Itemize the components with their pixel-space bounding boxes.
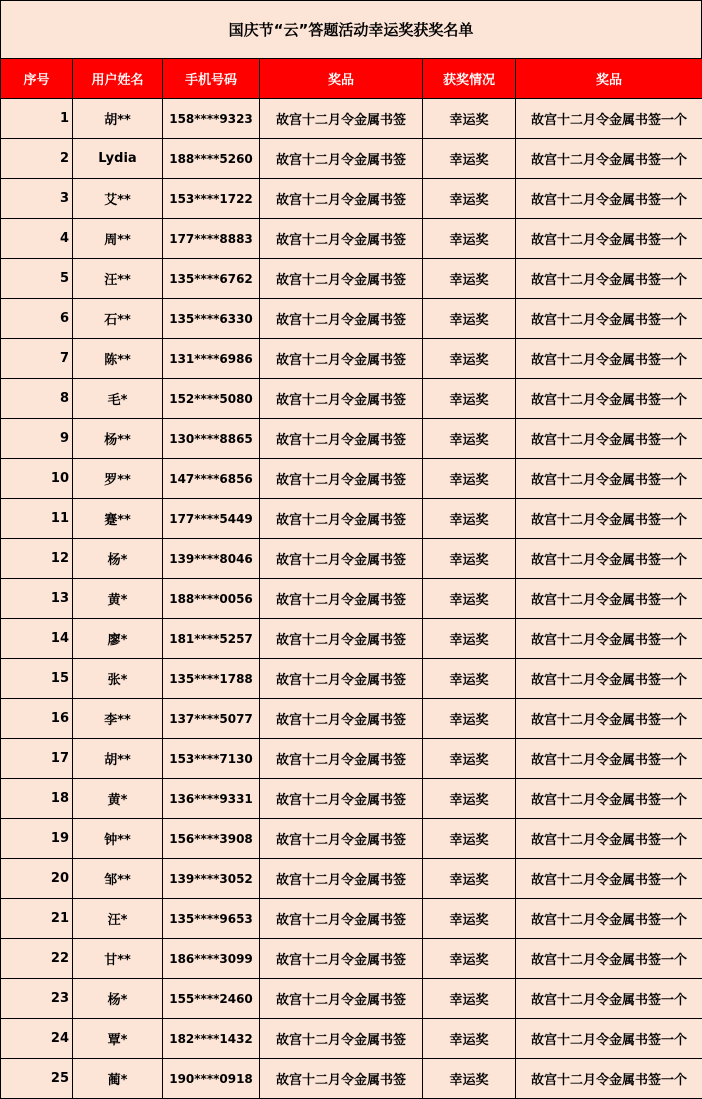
cell-prize: 故宫十二月令金属书签 bbox=[260, 899, 423, 939]
cell-phone: 130****8865 bbox=[163, 419, 260, 459]
cell-prize: 故宫十二月令金属书签 bbox=[260, 179, 423, 219]
cell-prize: 故宫十二月令金属书签 bbox=[260, 659, 423, 699]
cell-seq: 4 bbox=[1, 219, 73, 259]
table-row bbox=[1, 339, 702, 379]
cell-user-name: 陈** bbox=[73, 339, 163, 379]
cell-user-name: Lydia bbox=[73, 139, 163, 179]
cell-prize-detail: 故宫十二月令金属书签一个 bbox=[516, 339, 702, 379]
cell-seq: 6 bbox=[1, 299, 73, 339]
cell-prize: 故宫十二月令金属书签 bbox=[260, 579, 423, 619]
cell-seq: 14 bbox=[1, 619, 73, 659]
cell-prize-detail: 故宫十二月令金属书签一个 bbox=[516, 899, 702, 939]
cell-award-status: 幸运奖 bbox=[423, 99, 516, 139]
winner-table bbox=[0, 58, 702, 1099]
cell-prize: 故宫十二月令金属书签 bbox=[260, 259, 423, 299]
cell-prize: 故宫十二月令金属书签 bbox=[260, 379, 423, 419]
cell-award-status: 幸运奖 bbox=[423, 459, 516, 499]
cell-prize: 故宫十二月令金属书签 bbox=[260, 939, 423, 979]
cell-prize-detail: 故宫十二月令金属书签一个 bbox=[516, 819, 702, 859]
cell-phone: 131****6986 bbox=[163, 339, 260, 379]
cell-phone: 147****6856 bbox=[163, 459, 260, 499]
cell-user-name: 李** bbox=[73, 699, 163, 739]
cell-prize: 故宫十二月令金属书签 bbox=[260, 859, 423, 899]
table-row bbox=[1, 499, 702, 539]
cell-prize-detail: 故宫十二月令金属书签一个 bbox=[516, 419, 702, 459]
cell-prize: 故宫十二月令金属书签 bbox=[260, 699, 423, 739]
cell-award-status: 幸运奖 bbox=[423, 179, 516, 219]
table-row bbox=[1, 219, 702, 259]
table-row bbox=[1, 779, 702, 819]
cell-seq: 7 bbox=[1, 339, 73, 379]
cell-phone: 188****5260 bbox=[163, 139, 260, 179]
cell-user-name: 黄* bbox=[73, 779, 163, 819]
header-status: 获奖情况 bbox=[423, 59, 516, 99]
cell-seq: 3 bbox=[1, 179, 73, 219]
cell-prize-detail: 故宫十二月令金属书签一个 bbox=[516, 859, 702, 899]
cell-seq: 2 bbox=[1, 139, 73, 179]
cell-prize-detail: 故宫十二月令金属书签一个 bbox=[516, 619, 702, 659]
cell-user-name: 蹇** bbox=[73, 499, 163, 539]
cell-prize: 故宫十二月令金属书签 bbox=[260, 459, 423, 499]
cell-phone: 182****1432 bbox=[163, 1019, 260, 1059]
table-row bbox=[1, 659, 702, 699]
cell-user-name: 杨* bbox=[73, 979, 163, 1019]
table-row bbox=[1, 979, 702, 1019]
cell-prize: 故宫十二月令金属书签 bbox=[260, 419, 423, 459]
cell-award-status: 幸运奖 bbox=[423, 939, 516, 979]
table-row bbox=[1, 99, 702, 139]
cell-prize-detail: 故宫十二月令金属书签一个 bbox=[516, 539, 702, 579]
table-row bbox=[1, 899, 702, 939]
cell-prize-detail: 故宫十二月令金属书签一个 bbox=[516, 139, 702, 179]
cell-phone: 152****5080 bbox=[163, 379, 260, 419]
cell-prize-detail: 故宫十二月令金属书签一个 bbox=[516, 739, 702, 779]
cell-award-status: 幸运奖 bbox=[423, 979, 516, 1019]
cell-award-status: 幸运奖 bbox=[423, 819, 516, 859]
cell-seq: 19 bbox=[1, 819, 73, 859]
cell-seq: 23 bbox=[1, 979, 73, 1019]
cell-prize: 故宫十二月令金属书签 bbox=[260, 219, 423, 259]
cell-seq: 17 bbox=[1, 739, 73, 779]
cell-user-name: 汪** bbox=[73, 259, 163, 299]
cell-user-name: 廖* bbox=[73, 619, 163, 659]
table-row bbox=[1, 859, 702, 899]
cell-seq: 12 bbox=[1, 539, 73, 579]
cell-user-name: 邹** bbox=[73, 859, 163, 899]
table-row bbox=[1, 139, 702, 179]
cell-phone: 158****9323 bbox=[163, 99, 260, 139]
cell-prize-detail: 故宫十二月令金属书签一个 bbox=[516, 379, 702, 419]
cell-prize: 故宫十二月令金属书签 bbox=[260, 1059, 423, 1099]
cell-award-status: 幸运奖 bbox=[423, 379, 516, 419]
cell-award-status: 幸运奖 bbox=[423, 499, 516, 539]
cell-phone: 135****6762 bbox=[163, 259, 260, 299]
cell-prize-detail: 故宫十二月令金属书签一个 bbox=[516, 579, 702, 619]
cell-user-name: 胡** bbox=[73, 739, 163, 779]
cell-user-name: 胡** bbox=[73, 99, 163, 139]
cell-user-name: 周** bbox=[73, 219, 163, 259]
header-seq: 序号 bbox=[1, 59, 73, 99]
cell-award-status: 幸运奖 bbox=[423, 139, 516, 179]
cell-user-name: 张* bbox=[73, 659, 163, 699]
cell-phone: 181****5257 bbox=[163, 619, 260, 659]
cell-award-status: 幸运奖 bbox=[423, 1019, 516, 1059]
cell-user-name: 毛* bbox=[73, 379, 163, 419]
cell-seq: 25 bbox=[1, 1059, 73, 1099]
cell-award-status: 幸运奖 bbox=[423, 739, 516, 779]
cell-award-status: 幸运奖 bbox=[423, 779, 516, 819]
cell-user-name: 石** bbox=[73, 299, 163, 339]
cell-prize-detail: 故宫十二月令金属书签一个 bbox=[516, 779, 702, 819]
header-prize-detail: 奖品 bbox=[516, 59, 702, 99]
cell-phone: 177****5449 bbox=[163, 499, 260, 539]
cell-prize-detail: 故宫十二月令金属书签一个 bbox=[516, 1059, 702, 1099]
cell-award-status: 幸运奖 bbox=[423, 659, 516, 699]
table-row bbox=[1, 619, 702, 659]
cell-user-name: 杨** bbox=[73, 419, 163, 459]
table-row bbox=[1, 699, 702, 739]
cell-prize: 故宫十二月令金属书签 bbox=[260, 99, 423, 139]
cell-seq: 1 bbox=[1, 99, 73, 139]
header-prize: 奖品 bbox=[260, 59, 423, 99]
cell-award-status: 幸运奖 bbox=[423, 1059, 516, 1099]
cell-user-name: 黄* bbox=[73, 579, 163, 619]
header-row bbox=[1, 59, 702, 99]
cell-prize-detail: 故宫十二月令金属书签一个 bbox=[516, 499, 702, 539]
cell-user-name: 蔺* bbox=[73, 1059, 163, 1099]
header-phone: 手机号码 bbox=[163, 59, 260, 99]
cell-phone: 177****8883 bbox=[163, 219, 260, 259]
cell-phone: 139****8046 bbox=[163, 539, 260, 579]
cell-user-name: 甘** bbox=[73, 939, 163, 979]
cell-award-status: 幸运奖 bbox=[423, 539, 516, 579]
cell-seq: 13 bbox=[1, 579, 73, 619]
table-row bbox=[1, 459, 702, 499]
table-row bbox=[1, 379, 702, 419]
cell-award-status: 幸运奖 bbox=[423, 259, 516, 299]
table-row bbox=[1, 259, 702, 299]
cell-phone: 155****2460 bbox=[163, 979, 260, 1019]
cell-prize-detail: 故宫十二月令金属书签一个 bbox=[516, 299, 702, 339]
cell-phone: 156****3908 bbox=[163, 819, 260, 859]
cell-phone: 137****5077 bbox=[163, 699, 260, 739]
cell-phone: 153****7130 bbox=[163, 739, 260, 779]
cell-user-name: 罗** bbox=[73, 459, 163, 499]
cell-award-status: 幸运奖 bbox=[423, 859, 516, 899]
cell-prize-detail: 故宫十二月令金属书签一个 bbox=[516, 459, 702, 499]
cell-award-status: 幸运奖 bbox=[423, 579, 516, 619]
table-row bbox=[1, 1059, 702, 1099]
cell-phone: 190****0918 bbox=[163, 1059, 260, 1099]
cell-prize: 故宫十二月令金属书签 bbox=[260, 139, 423, 179]
cell-seq: 15 bbox=[1, 659, 73, 699]
cell-seq: 10 bbox=[1, 459, 73, 499]
cell-prize-detail: 故宫十二月令金属书签一个 bbox=[516, 99, 702, 139]
cell-prize-detail: 故宫十二月令金属书签一个 bbox=[516, 979, 702, 1019]
cell-seq: 11 bbox=[1, 499, 73, 539]
cell-prize-detail: 故宫十二月令金属书签一个 bbox=[516, 699, 702, 739]
cell-award-status: 幸运奖 bbox=[423, 219, 516, 259]
header-name: 用户姓名 bbox=[73, 59, 163, 99]
cell-user-name: 杨* bbox=[73, 539, 163, 579]
cell-seq: 9 bbox=[1, 419, 73, 459]
cell-prize-detail: 故宫十二月令金属书签一个 bbox=[516, 939, 702, 979]
cell-prize-detail: 故宫十二月令金属书签一个 bbox=[516, 1019, 702, 1059]
cell-prize: 故宫十二月令金属书签 bbox=[260, 299, 423, 339]
cell-user-name: 覃* bbox=[73, 1019, 163, 1059]
cell-prize: 故宫十二月令金属书签 bbox=[260, 539, 423, 579]
cell-phone: 188****0056 bbox=[163, 579, 260, 619]
cell-seq: 5 bbox=[1, 259, 73, 299]
table-row bbox=[1, 579, 702, 619]
cell-phone: 153****1722 bbox=[163, 179, 260, 219]
cell-prize-detail: 故宫十二月令金属书签一个 bbox=[516, 659, 702, 699]
cell-phone: 135****1788 bbox=[163, 659, 260, 699]
cell-seq: 18 bbox=[1, 779, 73, 819]
cell-phone: 135****6330 bbox=[163, 299, 260, 339]
table-row bbox=[1, 1019, 702, 1059]
cell-prize: 故宫十二月令金属书签 bbox=[260, 499, 423, 539]
cell-award-status: 幸运奖 bbox=[423, 899, 516, 939]
cell-phone: 139****3052 bbox=[163, 859, 260, 899]
table-row bbox=[1, 539, 702, 579]
cell-award-status: 幸运奖 bbox=[423, 299, 516, 339]
cell-prize: 故宫十二月令金属书签 bbox=[260, 819, 423, 859]
cell-seq: 8 bbox=[1, 379, 73, 419]
cell-phone: 136****9331 bbox=[163, 779, 260, 819]
cell-seq: 16 bbox=[1, 699, 73, 739]
sheet-title: 国庆节“云”答题活动幸运奖获奖名单 bbox=[0, 0, 702, 58]
cell-prize: 故宫十二月令金属书签 bbox=[260, 739, 423, 779]
cell-prize: 故宫十二月令金属书签 bbox=[260, 339, 423, 379]
cell-award-status: 幸运奖 bbox=[423, 619, 516, 659]
cell-phone: 135****9653 bbox=[163, 899, 260, 939]
cell-seq: 20 bbox=[1, 859, 73, 899]
cell-prize-detail: 故宫十二月令金属书签一个 bbox=[516, 179, 702, 219]
cell-award-status: 幸运奖 bbox=[423, 699, 516, 739]
cell-prize: 故宫十二月令金属书签 bbox=[260, 779, 423, 819]
table-row bbox=[1, 419, 702, 459]
cell-seq: 24 bbox=[1, 1019, 73, 1059]
cell-prize: 故宫十二月令金属书签 bbox=[260, 1019, 423, 1059]
table-row bbox=[1, 819, 702, 859]
cell-prize: 故宫十二月令金属书签 bbox=[260, 619, 423, 659]
cell-prize-detail: 故宫十二月令金属书签一个 bbox=[516, 219, 702, 259]
cell-prize-detail: 故宫十二月令金属书签一个 bbox=[516, 259, 702, 299]
cell-user-name: 艾** bbox=[73, 179, 163, 219]
cell-phone: 186****3099 bbox=[163, 939, 260, 979]
cell-user-name: 钟** bbox=[73, 819, 163, 859]
cell-award-status: 幸运奖 bbox=[423, 419, 516, 459]
cell-seq: 21 bbox=[1, 899, 73, 939]
cell-user-name: 汪* bbox=[73, 899, 163, 939]
cell-award-status: 幸运奖 bbox=[423, 339, 516, 379]
table-row bbox=[1, 739, 702, 779]
table-row bbox=[1, 299, 702, 339]
table-row bbox=[1, 179, 702, 219]
table-body bbox=[1, 99, 702, 1099]
cell-seq: 22 bbox=[1, 939, 73, 979]
table-row bbox=[1, 939, 702, 979]
cell-prize: 故宫十二月令金属书签 bbox=[260, 979, 423, 1019]
